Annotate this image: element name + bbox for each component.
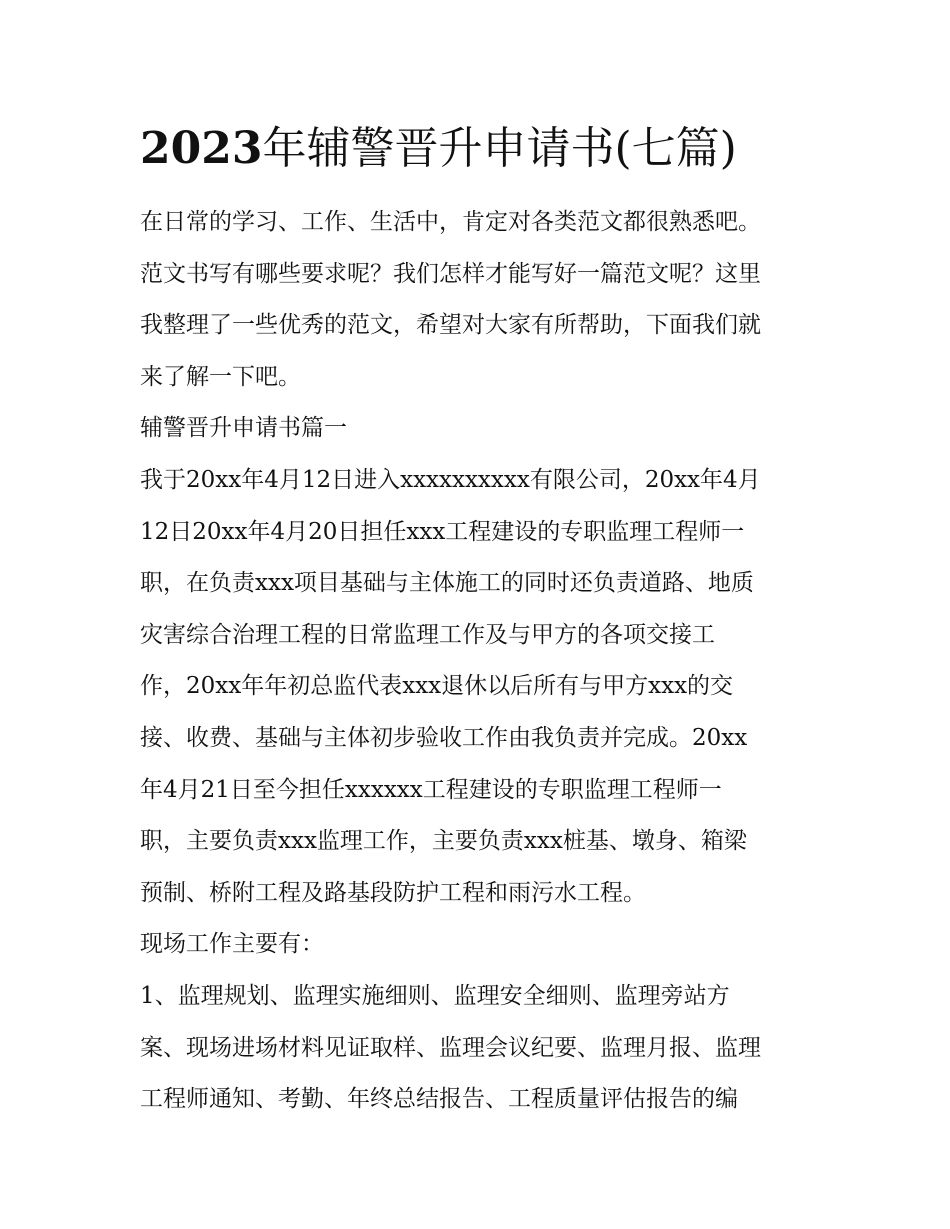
intro-line-4: 来了解一下吧。	[140, 363, 301, 390]
document-body	[140, 197, 820, 1126]
body-line: 我于20xx年4月12日进入xxxxxxxxxx有限公司，20xx年4月	[140, 466, 761, 493]
body-line: 年4月21日至今担任xxxxxx工程建设的专职监理工程师一	[140, 776, 722, 803]
title-year: 2023	[140, 123, 263, 174]
page-title	[140, 115, 840, 183]
title-text: 年辅警晋升申请书(七篇)	[262, 123, 737, 174]
body-line: 职，主要负责xxx监理工作，主要负责xxx桩基、墩身、箱梁	[140, 828, 747, 855]
body-line: 12日20xx年4月20日担任xxx工程建设的专职监理工程师一	[140, 518, 745, 545]
list-item-line: 案、现场进场材料见证取样、监理会议纪要、监理月报、监理	[140, 1034, 761, 1061]
body-line: 灾害综合治理工程的日常监理工作及与甲方的各项交接工	[140, 621, 715, 648]
subheading-line: 现场工作主要有：	[140, 931, 324, 958]
intro-line-2: 范文书写有哪些要求呢？我们怎样才能写好一篇范文呢？这里	[140, 260, 761, 287]
body-line: 接、收费、基础与主体初步验收工作由我负责并完成。20xx	[140, 724, 748, 751]
intro-line-3: 我整理了一些优秀的范文，希望对大家有所帮助，下面我们就	[140, 312, 761, 339]
list-item-line: 工程师通知、考勤、年终总结报告、工程质量评估报告的编	[140, 1086, 738, 1113]
section-heading: 辅警晋升申请书篇一	[140, 415, 347, 442]
list-item-line: 1、监理规划、监理实施细则、监理安全细则、监理旁站方	[140, 982, 730, 1009]
body-line: 职，在负责xxx项目基础与主体施工的同时还负责道路、地质	[140, 570, 754, 597]
body-line: 预制、桥附工程及路基段防护工程和雨污水工程。	[140, 879, 646, 906]
body-line: 作，20xx年年初总监代表xxx退休以后所有与甲方xxx的交	[140, 673, 734, 700]
intro-line-1: 在日常的学习、工作、生活中，肯定对各类范文都很熟悉吧。	[140, 209, 761, 235]
